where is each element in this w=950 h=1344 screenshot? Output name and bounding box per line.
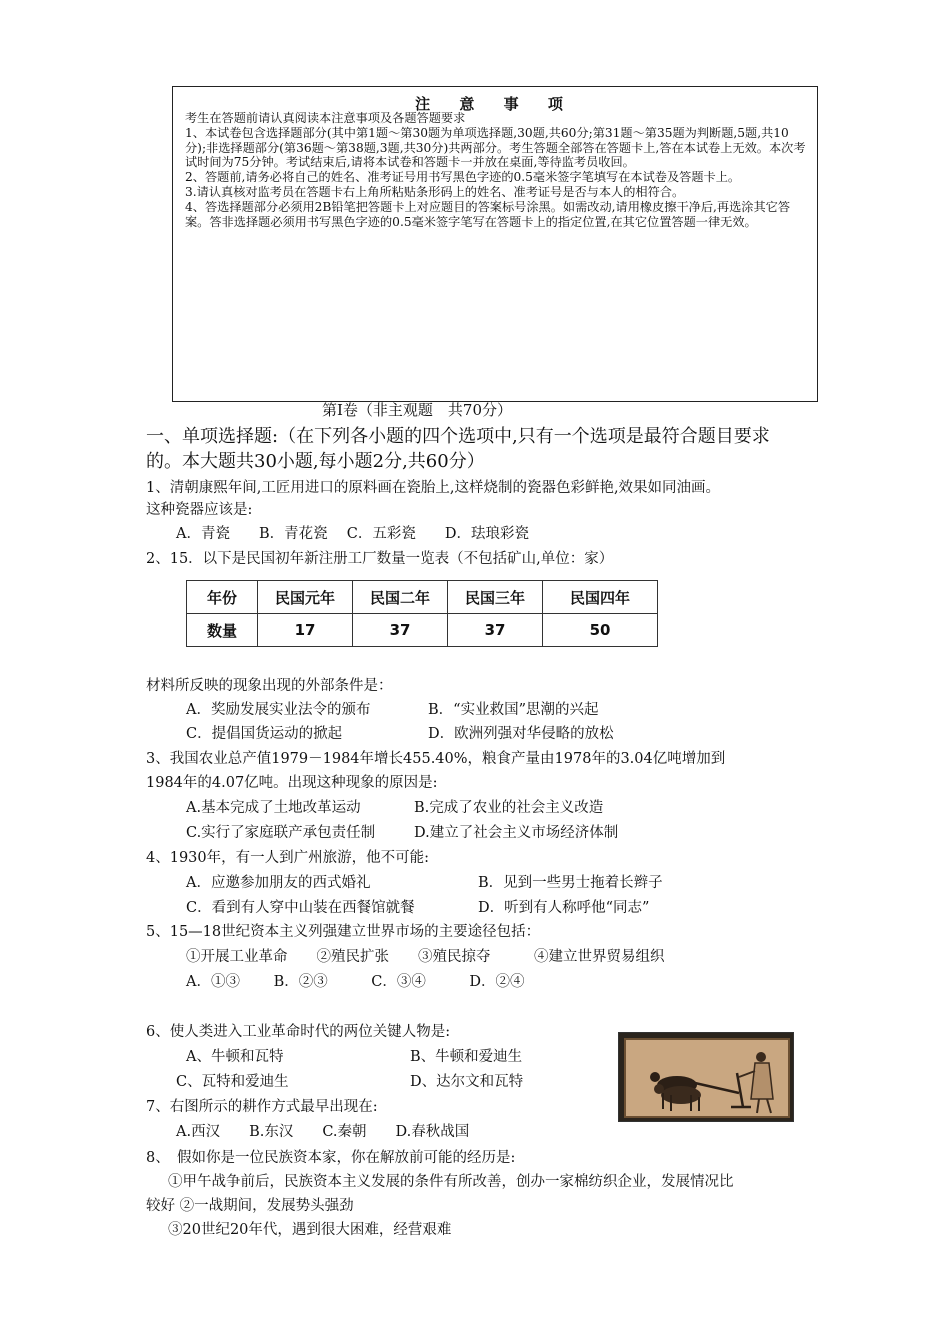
question-1-stem: 1、清朝康熙年间,工匠用进口的原料画在瓷胎上,这样烧制的瓷器色彩鲜艳,效果如同油画。 [146,480,721,496]
option-a: A.基本完成了土地改革运动 [186,800,361,816]
question-8-item: 较好 ②一战期间，发展势头强劲 [146,1198,354,1214]
table-row [187,614,658,647]
table-cell: 37 [353,614,448,647]
part1-heading: 一、单项选择题:（在下列各小题的四个选项中,只有一个选项是最符合题目要求 [146,426,770,447]
option-d: D．听到有人称呼他“同志” [478,900,650,916]
question-6-stem: 6、使人类进入工业革命时代的两位关键人物是: [146,1024,451,1040]
table-cell: 民国三年 [448,581,543,614]
question-1-stem: 这种瓷器应该是: [146,502,253,518]
part1-heading: 的。本大题共30小题,每小题2分,共60分） [146,451,485,472]
notice-title: 注 意 事 项 [415,95,575,113]
table-cell: 年份 [187,581,258,614]
option-a: A．应邀参加朋友的西式婚礼 [186,875,371,891]
factory-count-table [186,580,658,647]
table-row [187,581,658,614]
question-5-options: A．①③ B．②③ C．③④ D．②④ [186,974,525,990]
notice-line: 2、答题前,请务必将自己的姓名、准考证号用书写黑色字迹的0.5毫米签字笔填写在本试卷及答题卡上。 [185,170,741,185]
option-b: B、牛顿和爱迪生 [410,1049,523,1065]
question-5-items: ①开展工业革命 ②殖民扩张 ③殖民掠夺 ④建立世界贸易组织 [186,949,665,965]
option-b: B．见到一些男士拖着长辫子 [478,875,663,891]
question-5-stem: 5、15—18世纪资本主义列强建立世界市场的主要途径包括： [146,924,541,940]
table-cell: 民国四年 [543,581,658,614]
option-c: C.实行了家庭联产承包责任制 [186,825,376,841]
option-a: A．奖励发展实业法令的颁布 [186,702,371,718]
question-2-stem: 2、15．以下是民国初年新注册工厂数量一览表（不包括矿山,单位：家） [146,551,614,567]
table-cell: 37 [448,614,543,647]
ox-plow-illustration [619,1033,794,1122]
option-c: C．提倡国货运动的掀起 [186,726,343,742]
question-3-stem: 1984年的4.07亿吨。出现这种现象的原因是: [146,775,438,791]
notice-line: 4、答选择题部分必须用2B铅笔把答题卡上对应题目的答案标号涂黑。如需改动,请用橡皮擦干净后,再选涂其它答案。答非选择题必须用书写黑色字迹的0.5毫米签字笔写在答题卡上的指定位置,在其它位置答题一律无效。 [185,199,791,229]
notice-box [172,86,818,402]
section-title: 第Ⅰ卷（非主观题 共70分） [322,401,513,419]
option-b: B．“实业救国”思潮的兴起 [428,702,599,718]
question-8-stem: 8、 假如你是一位民族资本家，你在解放前可能的经历是: [146,1150,516,1166]
option-d: D．欧洲列强对华侵略的放松 [428,726,614,742]
question-8-item: ①甲午战争前后，民族资本主义发展的条件有所改善，创办一家棉纺织企业，发展情况比 [168,1174,734,1190]
question-2-question: 材料所反映的现象出现的外部条件是： [146,678,393,694]
option-a: A、牛顿和瓦特 [186,1049,284,1065]
plowing-mural-image [618,1032,794,1122]
question-7-stem: 7、右图所示的耕作方式最早出现在: [146,1099,378,1115]
option-c: C．看到有人穿中山装在西餐馆就餐 [186,900,415,916]
notice-line: 3.请认真核对监考员在答题卡右上角所粘贴条形码上的姓名、准考证号是否与本人的相符合。 [185,184,685,199]
notice-body [185,111,807,229]
notice-line: 考生在答题前请认真阅读本注意事项及各题答题要求 [185,111,466,125]
option-c: C、瓦特和爱迪生 [176,1074,289,1090]
table-cell: 民国二年 [353,581,448,614]
option-b: B.完成了农业的社会主义改造 [414,800,604,816]
table-cell: 17 [258,614,353,647]
question-3-stem: 3、我国农业总产值1979－1984年增长455.40%，粮食产量由1978年的3.04亿吨增加到 [146,751,726,767]
option-d: D、达尔文和瓦特 [410,1074,524,1090]
table-cell: 民国元年 [258,581,353,614]
question-7-options: A.西汉 B.东汉 C.秦朝 D.春秋战国 [176,1124,470,1140]
option-d: D.建立了社会主义市场经济体制 [414,825,619,841]
question-4-stem: 4、1930年，有一人到广州旅游，他不可能: [146,850,430,866]
table-cell: 50 [543,614,658,647]
question-1-options: A．青瓷 B．青花瓷 C．五彩瓷 D．珐琅彩瓷 [176,526,529,542]
table-cell: 数量 [187,614,258,647]
notice-line: 1、本试卷包含选择题部分(其中第1题～第30题为单项选择题,30题,共60分;第31题～第35题为判断题,5题,共10分);非选择题部分(第36题～第38题,3题,共30分)共两部分。考生答题全部答在答题卡上,答在本试卷上无效。本次考试时间为75分钟。考试结束后,请将本试卷和答题卡一并放在桌面,等待监考员收回。 [185,125,806,170]
question-8-item: ③20世纪20年代，遇到很大困难，经营艰难 [168,1222,452,1238]
